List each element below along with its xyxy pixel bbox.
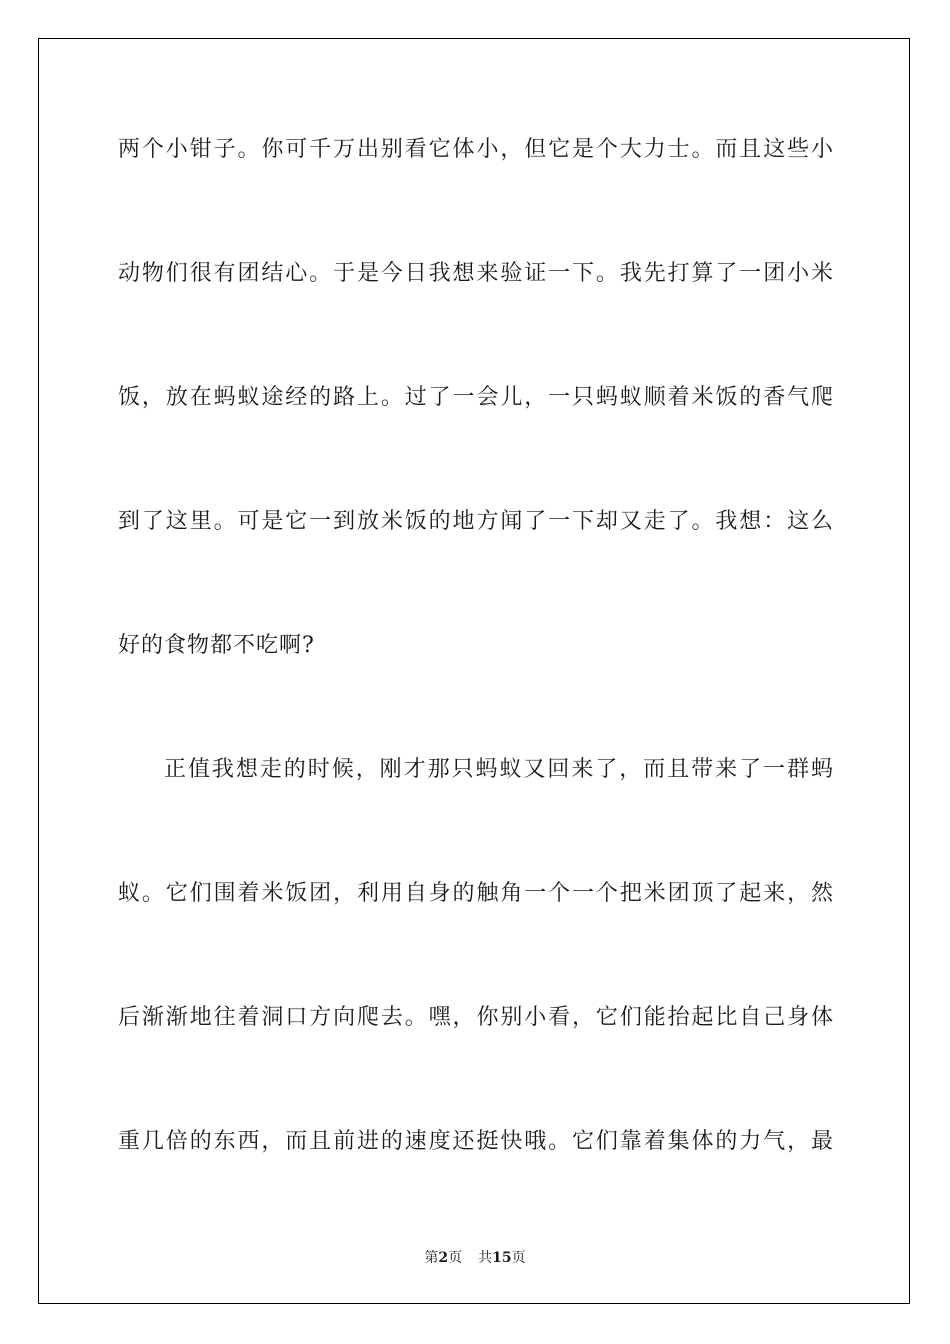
text-line-9: 重几倍的东西，而且前进的速度还挺快哦。它们靠着集体的力气，最	[118, 1129, 834, 1154]
text-line-5: 好的食物都不吃啊?	[118, 633, 315, 658]
text-line-1: 两个小钳子。你可千万出别看它体小，但它是个大力士。而且这些小	[118, 137, 834, 162]
text-line-3: 饭，放在蚂蚁途经的路上。过了一会儿，一只蚂蚁顺着米饭的香气爬	[118, 385, 834, 410]
page-footer	[0, 1246, 950, 1270]
page-suffix: 页	[448, 1250, 463, 1266]
total-prefix: 共	[478, 1250, 493, 1266]
text-line-6-paragraph-start: 正值我想走的时候，刚才那只蚂蚁又回来了，而且带来了一群蚂	[164, 757, 834, 782]
text-line-7: 蚁。它们围着米饭团，利用自身的触角一个一个把米团顶了起来，然	[118, 881, 834, 906]
text-line-4: 到了这里。可是它一到放米饭的地方闻了一下却又走了。我想：这么	[118, 509, 834, 534]
total-suffix: 页	[511, 1250, 526, 1266]
text-line-8: 后渐渐地往着洞口方向爬去。嘿，你别小看，它们能抬起比自己身体	[118, 1005, 834, 1030]
text-line-2: 动物们很有团结心。于是今日我想来验证一下。我先打算了一团小米	[118, 261, 834, 286]
page-prefix: 第	[424, 1250, 439, 1266]
total-pages: 15	[492, 1250, 512, 1266]
page-number: 2	[438, 1250, 449, 1266]
page-border	[38, 38, 910, 1304]
